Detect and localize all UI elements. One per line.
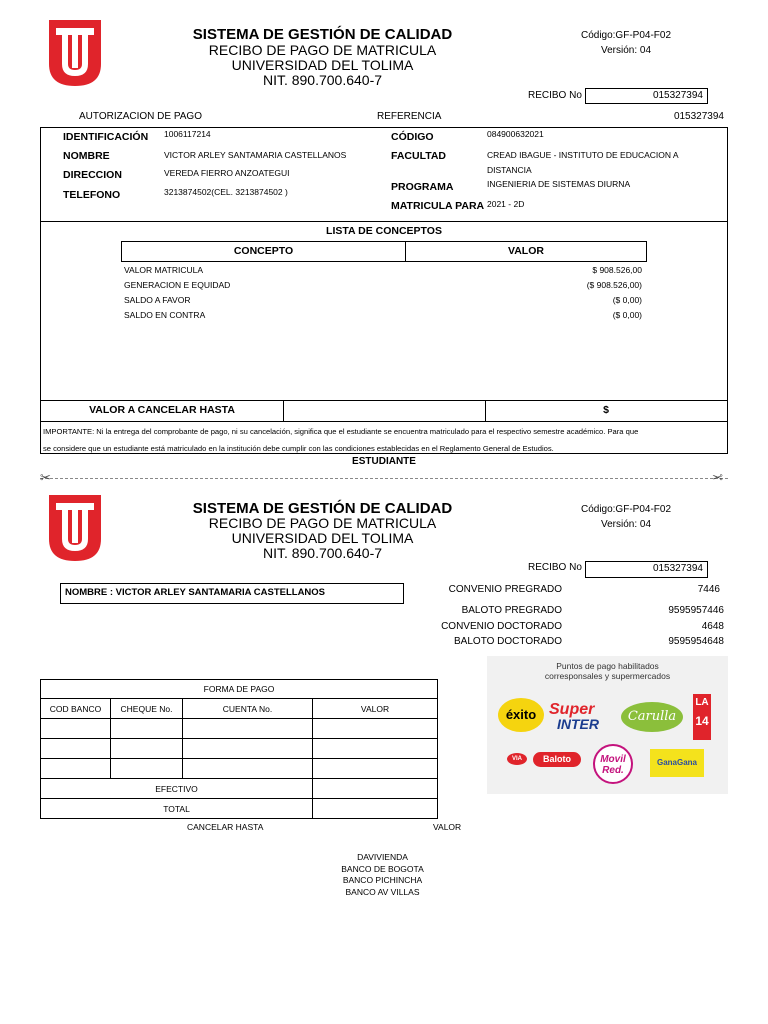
- baloto-doctorado-value: 9595954648: [668, 636, 724, 647]
- form-title: FORMA DE PAGO: [41, 680, 438, 699]
- list-item: [124, 278, 642, 293]
- student-code-label: CÓDIGO: [391, 131, 434, 143]
- concept-value: $ 908.526,00: [592, 265, 642, 275]
- system-title: SISTEMA DE GESTIÓN DE CALIDAD: [192, 500, 453, 517]
- student-code-value: 084900632021: [487, 129, 544, 139]
- doc-version: Versión: 04: [600, 45, 652, 56]
- concept-name: GENERACION E EQUIDAD: [124, 280, 231, 290]
- la14-logo: [693, 694, 711, 740]
- superinter-logo: [549, 702, 613, 732]
- convenio-pregrado-value: 7446: [697, 584, 720, 595]
- address-label: DIRECCION: [63, 169, 122, 181]
- convenio-pregrado-label: CONVENIO PREGRADO: [448, 584, 562, 595]
- auth-label: AUTORIZACION DE PAGO: [79, 111, 202, 122]
- system-title: SISTEMA DE GESTIÓN DE CALIDAD: [192, 26, 453, 43]
- carulla-logo: [621, 702, 683, 732]
- bank-item: BANCO DE BOGOTA: [341, 863, 424, 874]
- movilred-line2: Red.: [602, 765, 624, 776]
- university-logo: [49, 495, 101, 561]
- important-line1: IMPORTANTE: Ni la entrega del comprobante de pago, ni su cancelación, significa que el estudiante se encuentra matriculado para el respectivo semestre académico. Para que: [43, 427, 639, 436]
- phone-label: TELEFONO: [63, 189, 121, 201]
- list-item: [124, 263, 642, 278]
- doc-code: Código:GF-P04-F02: [580, 30, 672, 41]
- baloto-logo-text: Baloto: [543, 754, 571, 764]
- la14-line1: LA: [695, 697, 709, 708]
- concept-column-header: CONCEPTO: [233, 245, 294, 257]
- copy-label: ESTUDIANTE: [352, 456, 416, 467]
- value-column-header: VALOR: [508, 245, 544, 257]
- concept-value: ($ 0,00): [612, 310, 642, 320]
- important-line2: se considere que un estudiante está matriculado en la institución debe cumplir con las condiciones establecidas en el Reglamento General de Estudios.: [43, 444, 554, 453]
- cancel-until-label: CANCELAR HASTA: [187, 822, 264, 832]
- movilred-logo: [593, 744, 633, 784]
- concept-name: SALDO EN CONTRA: [124, 310, 206, 320]
- receipt-label: RECIBO No: [528, 562, 582, 573]
- points-line1: Puntos de pago habilitados: [556, 661, 659, 671]
- doc-version: Versión: 04: [600, 519, 652, 530]
- bank-item: BANCO AV VILLAS: [345, 886, 420, 897]
- baloto-logo: [533, 752, 581, 767]
- university-name: UNIVERSIDAD DEL TOLIMA: [231, 530, 414, 546]
- receipt-number-box: [585, 561, 708, 578]
- concept-value: ($ 908.526,00): [586, 280, 642, 290]
- baloto-pregrado-value: 9595957446: [668, 605, 724, 616]
- pay-until-label: VALOR A CANCELAR HASTA: [89, 404, 235, 416]
- points-line2: corresponsales y supermercados: [544, 671, 671, 681]
- bank-item: BANCO PICHINCHA: [342, 875, 423, 885]
- convenio-doctorado-label: CONVENIO DOCTORADO: [441, 621, 562, 632]
- exito-logo: [498, 698, 544, 732]
- name-label: NOMBRE: [63, 150, 110, 162]
- convenio-doctorado-value: 4648: [701, 621, 724, 632]
- faculty-label: FACULTAD: [391, 150, 447, 162]
- superinter-line2: INTER: [557, 716, 599, 732]
- banks-list: [300, 852, 465, 898]
- divider: [41, 400, 727, 401]
- concepts-header: [121, 241, 647, 262]
- receipt-type: RECIBO DE PAGO DE MATRICULA: [208, 515, 437, 531]
- movilred-line1: Movil: [600, 754, 626, 765]
- concepts-list: [124, 263, 642, 323]
- period-value: 2021 - 2D: [487, 199, 525, 209]
- concept-name: SALDO A FAVOR: [124, 295, 191, 305]
- concept-value: ($ 0,00): [612, 295, 642, 305]
- receipt-number: 015327394: [652, 90, 703, 101]
- scissors-left-icon: ✂: [40, 470, 51, 485]
- program-label: PROGRAMA: [391, 181, 454, 193]
- col-bank: COD BANCO: [41, 699, 111, 719]
- phone-value: 3213874502(CEL. 3213874502 ): [164, 187, 288, 197]
- list-item: [124, 293, 642, 308]
- col-cheque: CHEQUE No.: [111, 699, 183, 719]
- id-label: IDENTIFICACIÓN: [63, 131, 149, 143]
- col-value: VALOR: [313, 699, 438, 719]
- col-account: CUENTA No.: [183, 699, 313, 719]
- ref-value: 015327394: [673, 111, 724, 122]
- receipt-number: 015327394: [652, 563, 703, 574]
- divider: [41, 221, 727, 222]
- via-logo: [507, 753, 527, 765]
- divider: [41, 421, 727, 422]
- ref-label: REFERENCIA: [377, 111, 442, 122]
- list-item: [124, 308, 642, 323]
- via-logo-text: VIA: [511, 756, 522, 762]
- baloto-pregrado-label: BALOTO PREGRADO: [461, 605, 562, 616]
- bank-item: DAVIVIENDA: [357, 852, 408, 862]
- payment-form-table: [40, 679, 438, 819]
- faculty-value-line1: CREAD IBAGUE - INSTITUTO DE EDUCACION A: [487, 150, 679, 160]
- concept-name: VALOR MATRICULA: [124, 265, 204, 275]
- program-value: INGENIERIA DE SISTEMAS DIURNA: [487, 179, 631, 189]
- table-row: [41, 719, 438, 739]
- receipt-label: RECIBO No: [528, 90, 582, 101]
- doc-code: Código:GF-P04-F02: [580, 504, 672, 515]
- exito-logo-text: éxito: [505, 707, 537, 722]
- name-box: [60, 583, 404, 604]
- ganagana-logo-text: GanaGana: [656, 758, 697, 767]
- ganagana-logo: [650, 749, 704, 777]
- name-value: VICTOR ARLEY SANTAMARIA CASTELLANOS: [164, 150, 347, 160]
- university-name: UNIVERSIDAD DEL TOLIMA: [231, 57, 414, 73]
- payment-points-panel: [487, 656, 728, 794]
- table-row: [41, 739, 438, 759]
- id-value: 1006117214: [164, 129, 211, 139]
- name-box-text: NOMBRE : VICTOR ARLEY SANTAMARIA CASTELLANOS: [65, 587, 326, 598]
- cut-line: [40, 478, 728, 479]
- receipt-number-box: [585, 88, 708, 104]
- university-logo: [49, 20, 101, 86]
- carulla-logo-text: Carulla: [627, 709, 677, 724]
- nit: NIT. 890.700.640-7: [262, 545, 383, 561]
- value-label: VALOR: [433, 822, 462, 832]
- cash-label: EFECTIVO: [41, 779, 313, 799]
- concepts-title: LISTA DE CONCEPTOS: [326, 225, 442, 237]
- total-label: TOTAL: [41, 799, 313, 819]
- table-row: [41, 759, 438, 779]
- period-label: MATRICULA PARA: [391, 200, 485, 212]
- nit: NIT. 890.700.640-7: [262, 72, 383, 88]
- superinter-line1: Super: [549, 701, 595, 718]
- important-note: [43, 423, 725, 457]
- receipt-type: RECIBO DE PAGO DE MATRICULA: [208, 42, 437, 58]
- la14-line2: 14: [695, 714, 709, 728]
- scissors-right-icon: ✂: [712, 470, 723, 485]
- baloto-doctorado-label: BALOTO DOCTORADO: [454, 636, 562, 647]
- pay-until-currency: $: [603, 404, 609, 416]
- faculty-value-line2: DISTANCIA: [487, 165, 532, 175]
- divider: [283, 400, 284, 421]
- address-value: VEREDA FIERRO ANZOATEGUI: [164, 168, 290, 178]
